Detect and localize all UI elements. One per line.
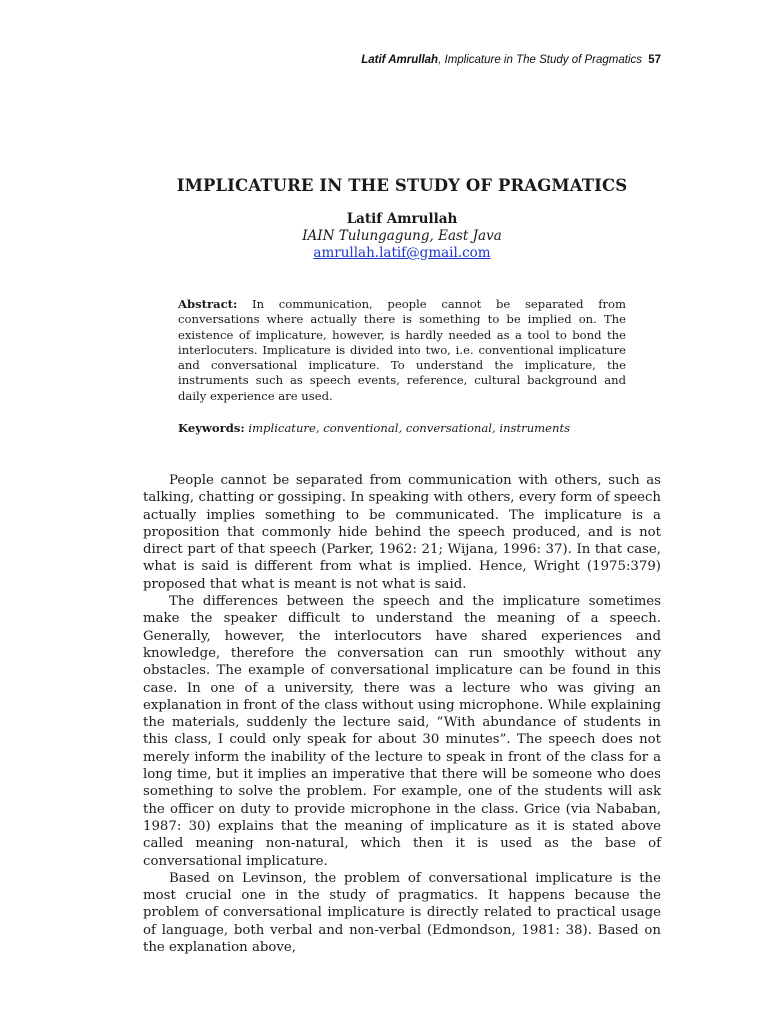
running-header-author: Latif Amrullah bbox=[361, 54, 439, 66]
byline bbox=[0, 211, 768, 262]
body-paragraph: People cannot be separated from communication with others, such as talking, chatting or gossiping. In speaking with others, every form of speech actually implies something to be communicated. The implicature is a proposition that commonly hide behind the speech produced, and is not direct part of that speech (Parker, 1962: 21; Wijana, 1996: 37). In that case, what is said is different from what is implied. Hence, Wright (1975:379) proposed that what is meant is not what is said. bbox=[143, 473, 661, 592]
running-header bbox=[361, 54, 661, 66]
article-title: IMPLICATURE IN THE STUDY OF PRAGMATICS bbox=[176, 176, 628, 195]
abstract-label: Abstract: bbox=[178, 297, 238, 311]
page-number: 57 bbox=[648, 54, 661, 66]
abstract-text: In communication, people cannot be separated from conversations where actually there is something to be implied on. The existence of implicature, however, is hardly needed as a tool to bond the interlocuters. Implicature is divided into two, i.e. conventional implicature and conversational implicature. To understand the implicature, the instruments such as speech events, reference, cultural background and daily experience are used. bbox=[178, 297, 627, 403]
abstract bbox=[178, 297, 626, 404]
body-paragraph: The differences between the speech and the implicature sometimes make the speaker difficult to understand the meaning of a speech. Generally, however, the interlocutors have shared experiences and knowledge, therefore the conversation can run smoothly without any obstacles. The example of conversational implicature can be found in this case. In one of a university, there was a lecture who was giving an explanation in front of the class without using microphone. While explaining the materials, suddenly the lecture said, “With abundance of students in this class, I could only speak for about 30 minutes”. The speech does not merely inform the inability of the lecture to speak in front of the class for a long time, but it implies an imperative that there will be someone who does something to solve the problem. For example, one of the students will ask the officer on duty to provide microphone in the class. Grice (via Nababan, 1987: 30) explains that the meaning of implicature as it is stated above called meaning non-natural, which then it is used as the base of conversational implicature. bbox=[143, 594, 661, 869]
author-email-link[interactable]: amrullah.latif@gmail.com bbox=[313, 245, 491, 261]
body-text bbox=[143, 472, 661, 956]
body-paragraph: Based on Levinson, the problem of conversational implicature is the most crucial one in the study of pragmatics. It happens because the problem of conversational implicature is directly related to practical usage of language, both verbal and non-verbal (Edmondson, 1981: 38). Based on the explanation above, bbox=[143, 870, 661, 956]
keywords-label: Keywords: bbox=[178, 421, 245, 435]
author-name: Latif Amrullah bbox=[346, 211, 458, 227]
keywords bbox=[178, 421, 626, 436]
author-affiliation: IAIN Tulungagung, East Java bbox=[302, 228, 502, 244]
running-header-title: Implicature in The Study of Pragmatics bbox=[444, 54, 642, 66]
keywords-text: implicature, conventional, conversational, instruments bbox=[248, 421, 571, 435]
running-header-separator: , bbox=[438, 54, 442, 66]
